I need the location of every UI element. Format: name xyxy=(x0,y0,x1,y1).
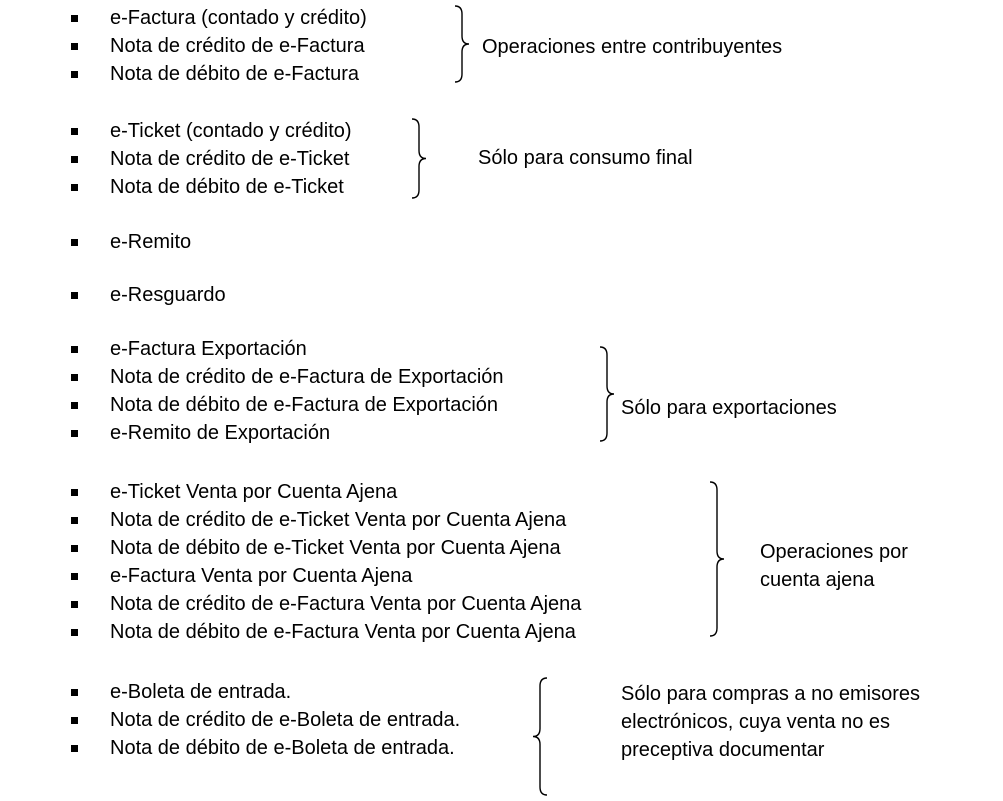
curly-brace xyxy=(455,6,469,82)
curly-brace xyxy=(412,119,426,198)
group-note-line: cuenta ajena xyxy=(760,569,875,591)
list-item-text: Nota de crédito de e-Factura Venta por Cuenta Ajena xyxy=(110,593,582,615)
group-note-line: preceptiva documentar xyxy=(621,739,825,761)
list-item-text: e-Remito de Exportación xyxy=(110,422,331,444)
list-item-text: e-Factura Venta por Cuenta Ajena xyxy=(110,565,413,587)
list-item-text: Nota de débito de e-Boleta de entrada. xyxy=(110,737,455,759)
list-item-text: e-Factura Exportación xyxy=(110,338,307,360)
list-item-text: e-Boleta de entrada. xyxy=(110,681,292,703)
curly-brace xyxy=(600,347,614,441)
list-item-text: Nota de crédito de e-Boleta de entrada. xyxy=(110,709,461,731)
group-note-line: Operaciones entre contribuyentes xyxy=(482,36,783,58)
group-note-line: electrónicos, cuya venta no es xyxy=(621,711,891,733)
curly-brace xyxy=(533,678,547,795)
list-item-text: Nota de crédito de e-Factura de Exportación xyxy=(110,366,504,388)
group-note-line: Operaciones por xyxy=(760,541,908,563)
list-item-text: Nota de crédito de e-Factura xyxy=(110,35,365,57)
list-item-text: e-Resguardo xyxy=(110,284,226,306)
list-item-text: e-Ticket (contado y crédito) xyxy=(110,120,352,142)
list-item-text: Nota de débito de e-Ticket Venta por Cuenta Ajena xyxy=(110,537,561,559)
group-note-line: Sólo para consumo final xyxy=(478,147,693,169)
list-item-text: Nota de crédito de e-Ticket xyxy=(110,148,350,170)
list-item-text: e-Ticket Venta por Cuenta Ajena xyxy=(110,481,398,503)
list-item-text: Nota de débito de e-Factura Venta por Cuenta Ajena xyxy=(110,621,576,643)
list-item-text: e-Factura (contado y crédito) xyxy=(110,7,367,29)
group-note-line: Sólo para exportaciones xyxy=(621,397,837,419)
group-note-line: Sólo para compras a no emisores xyxy=(621,683,921,705)
list-item-text: e-Remito xyxy=(110,231,192,253)
list-item-text: Nota de débito de e-Ticket xyxy=(110,176,344,198)
list-item-text: Nota de débito de e-Factura de Exportación xyxy=(110,394,499,416)
list-item-text: Nota de crédito de e-Ticket Venta por Cuenta Ajena xyxy=(110,509,567,531)
curly-brace xyxy=(710,482,724,636)
list-item-text: Nota de débito de e-Factura xyxy=(110,63,360,85)
